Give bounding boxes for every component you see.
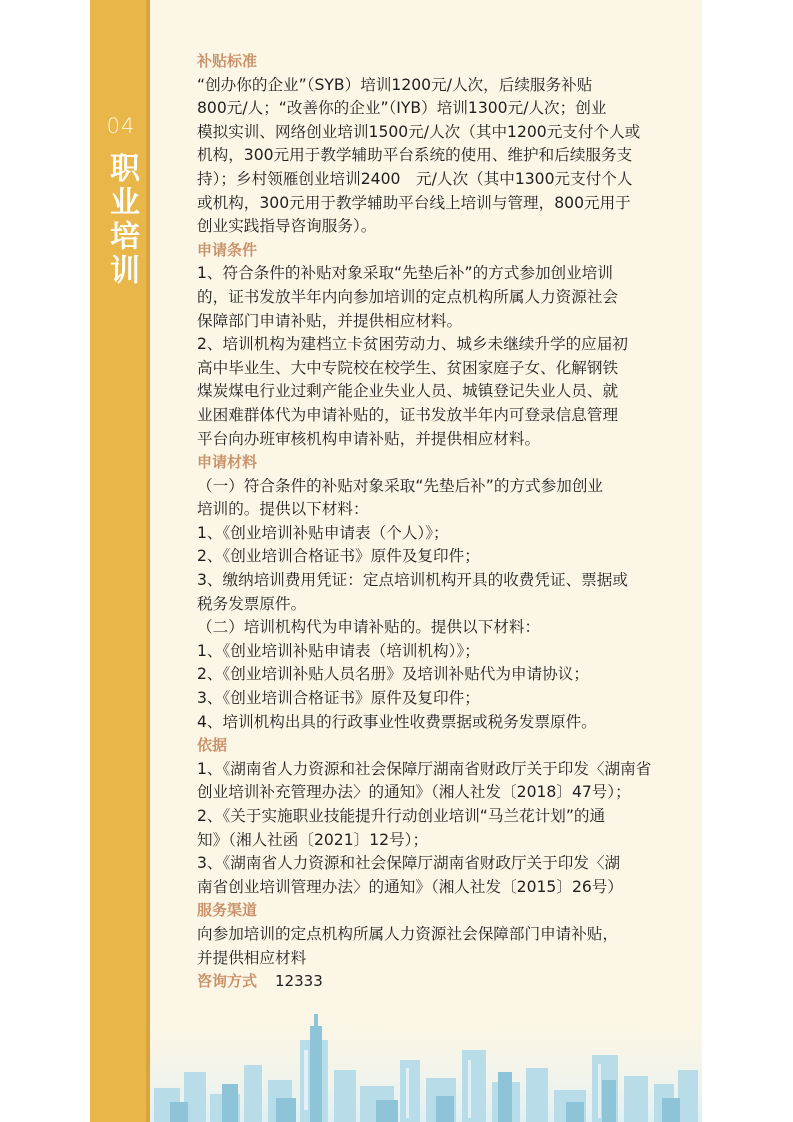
conditions-line: 保障部门申请补贴，并提供相应材料。 [197,311,463,330]
contact-row [197,970,655,994]
materials-line: 4、培训机构出具的行政事业性收费票据或税务发票原件。 [197,712,597,731]
materials-line: （一）符合条件的补贴对象采取“先垫后补”的方式参加创业 [197,476,604,495]
heading-channel: 服务渠道 [197,901,258,920]
content [197,50,655,994]
standard-line: 机构，300元用于教学辅助平台系统的使用、维护和后续服务支 [197,146,633,165]
basis-line: 1、《湖南省人力资源和社会保障厅湖南省财政厅关于印发〈湖南省 [197,759,652,778]
conditions-line: 平台向办班审核机构申请补贴，并提供相应材料。 [197,429,541,448]
standard-line: 或机构，300元用于教学辅助平台线上培训与管理，800元用于 [197,193,631,212]
heading-contact: 咨询方式 [197,972,258,991]
heading-standard: 补贴标准 [197,52,258,70]
conditions-line: 的，证书发放半年内向参加培训的定点机构所属人力资源社会 [197,287,619,306]
sidebar-strip [146,0,150,1122]
materials-line: 3、《创业培训合格证书》原件及复印件； [197,689,480,708]
channel-line: 向参加培训的定点机构所属人力资源社会保障部门申请补贴， [197,924,619,943]
conditions-line: 业困难群体代为申请补贴的，证书发放半年内可登录信息管理 [197,405,619,424]
contact-phone: 12333 [275,972,323,991]
basis-line: 创业培训补充管理办法〉的通知》（湘人社发〔2018〕47号）； [197,783,631,802]
heading-conditions: 申请条件 [197,240,258,259]
basis-line: 知》（湘人社函〔2021〕12号）； [197,830,429,849]
section-basis [197,758,655,900]
materials-line: 1、《创业培训补贴申请表（个人）》； [197,523,449,542]
standard-line: 模拟实训、网络创业培训1500元/人次（其中1200元支付个人或 [197,122,641,141]
section-channel [197,923,655,970]
basis-line: 2、《关于实施职业技能提升行动创业培训“马兰花计划”的通 [197,807,606,825]
materials-line: 3、缴纳培训费用凭证：定点培训机构开具的收费凭证、票据或 [197,571,628,590]
materials-line: 2、《创业培训补贴人员名册》及培训补贴代为申请协议； [197,665,589,684]
section-standard [197,74,655,239]
section-title: 职业培训 [104,152,139,288]
materials-line: （二）培训机构代为申请补贴的。提供以下材料： [197,618,541,637]
section-number: 04 [106,114,136,138]
conditions-line: 煤炭煤电行业过剩产能企业失业人员、城镇登记失业人员、就 [197,382,619,401]
city-skyline-illustration [150,1010,702,1122]
conditions-line: 2、培训机构为建档立卡贫困劳动力、城乡未继续升学的应届初 [197,335,628,354]
materials-line: 1、《创业培训补贴申请表（培训机构）》； [197,641,480,660]
standard-line: “创办你的企业”（SYB）培训1200元/人次，后续服务补贴 [197,75,593,94]
standard-line: 800元/人；“改善你的企业”（IYB）培训1300元/人次；创业 [197,99,607,118]
basis-line: 3、《湖南省人力资源和社会保障厅湖南省财政厅关于印发〈湖 [197,854,621,873]
materials-line: 税务发票原件。 [197,594,307,613]
standard-line: 持）；乡村领雁创业培训2400 元/人次（其中1300元支付个人 [197,169,633,188]
channel-line: 并提供相应材料 [197,948,307,967]
heading-basis: 依据 [197,736,228,755]
conditions-line: 高中毕业生、大中专院校在校学生、贫困家庭子女、化解钢铁 [197,358,619,377]
heading-materials: 申请材料 [197,453,258,472]
materials-line: 2、《创业培训合格证书》原件及复印件； [197,547,480,566]
standard-line: 创业实践指导咨询服务）。 [197,217,377,236]
conditions-line: 1、符合条件的补贴对象采取“先垫后补”的方式参加创业培训 [197,264,613,283]
basis-line: 南省创业培训管理办法〉的通知》（湘人社发〔2015〕26号） [197,877,623,896]
section-conditions [197,262,655,451]
section-materials [197,475,655,735]
materials-line: 培训的。提供以下材料： [197,500,369,519]
